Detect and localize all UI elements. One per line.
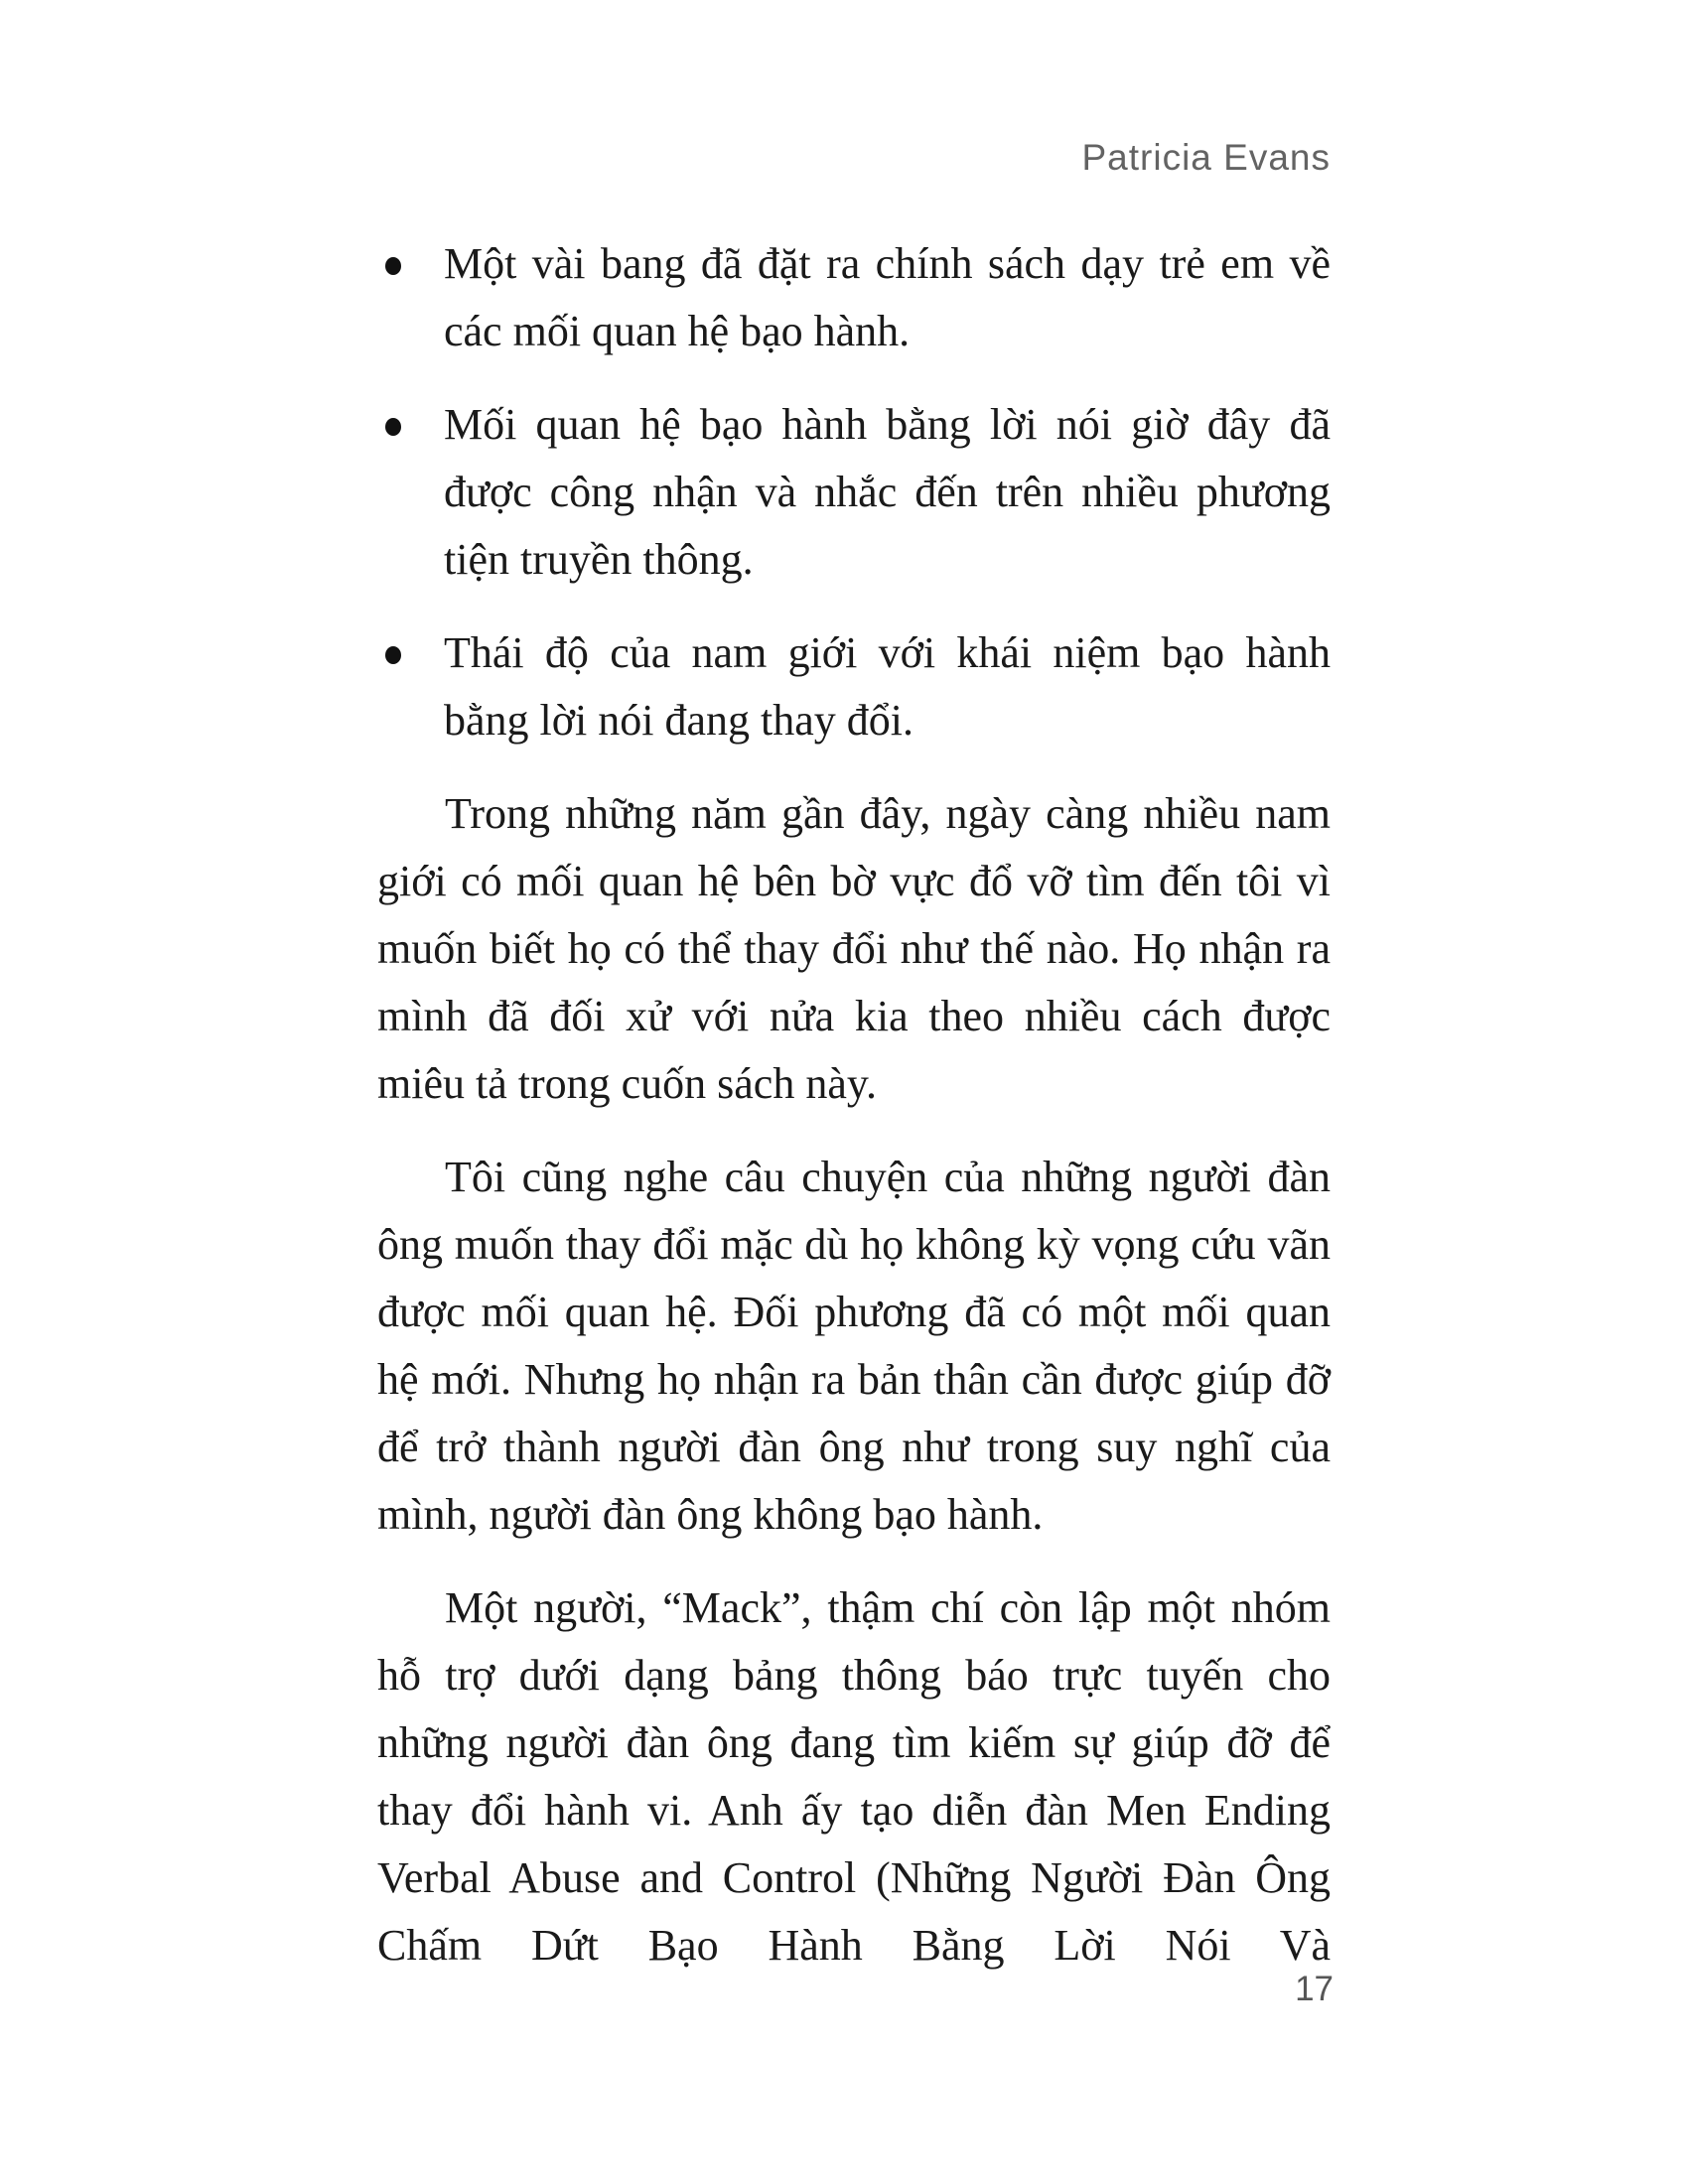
- list-item: [377, 391, 1331, 594]
- list-item-text: Mối quan hệ bạo hành bằng lời nói giờ đây đã được công nhận và nhắc đến trên nhiều phương tiện truyền thông.: [444, 400, 1331, 584]
- list-item: [377, 230, 1331, 365]
- bullet-icon: [385, 257, 401, 275]
- bullet-icon: [385, 418, 401, 436]
- paragraph: Một người, “Mack”, thậm chí còn lập một nhóm hỗ trợ dưới dạng bảng thông báo trực tuyến cho những người đàn ông đang tìm kiếm sự giúp đỡ để thay đổi hành vi. Anh ấy tạo diễn đàn Men Ending Verbal Abuse and Control (Những Người Đàn Ông Chấm Dứt Bạo Hành Bằng Lời Nói Và: [377, 1583, 1331, 1970]
- running-header: Patricia Evans: [1081, 137, 1331, 178]
- paragraph: Trong những năm gần đây, ngày càng nhiều nam giới có mối quan hệ bên bờ vực đổ vỡ tìm đến tôi vì muốn biết họ có thể thay đổi như thế nào. Họ nhận ra mình đã đối xử với nửa kia theo nhiều cách được miêu tả trong cuốn sách này.: [377, 789, 1331, 1108]
- list-item-text: Thái độ của nam giới với khái niệm bạo hành bằng lời nói đang thay đổi.: [444, 628, 1331, 745]
- list-item: [377, 619, 1331, 754]
- bullet-list: [377, 230, 1331, 754]
- paragraph: Tôi cũng nghe câu chuyện của những người đàn ông muốn thay đổi mặc dù họ không kỳ vọng cứu vãn được mối quan hệ. Đối phương đã có một mối quan hệ mới. Nhưng họ nhận ra bản thân cần được giúp đỡ để trở thành người đàn ông như trong suy nghĩ của mình, người đàn ông không bạo hành.: [377, 1153, 1331, 1539]
- list-item-text: Một vài bang đã đặt ra chính sách dạy trẻ em về các mối quan hệ bạo hành.: [444, 239, 1331, 355]
- page-number: 17: [1295, 1970, 1334, 2008]
- page-content: [377, 230, 1331, 1979]
- bullet-icon: [385, 646, 401, 664]
